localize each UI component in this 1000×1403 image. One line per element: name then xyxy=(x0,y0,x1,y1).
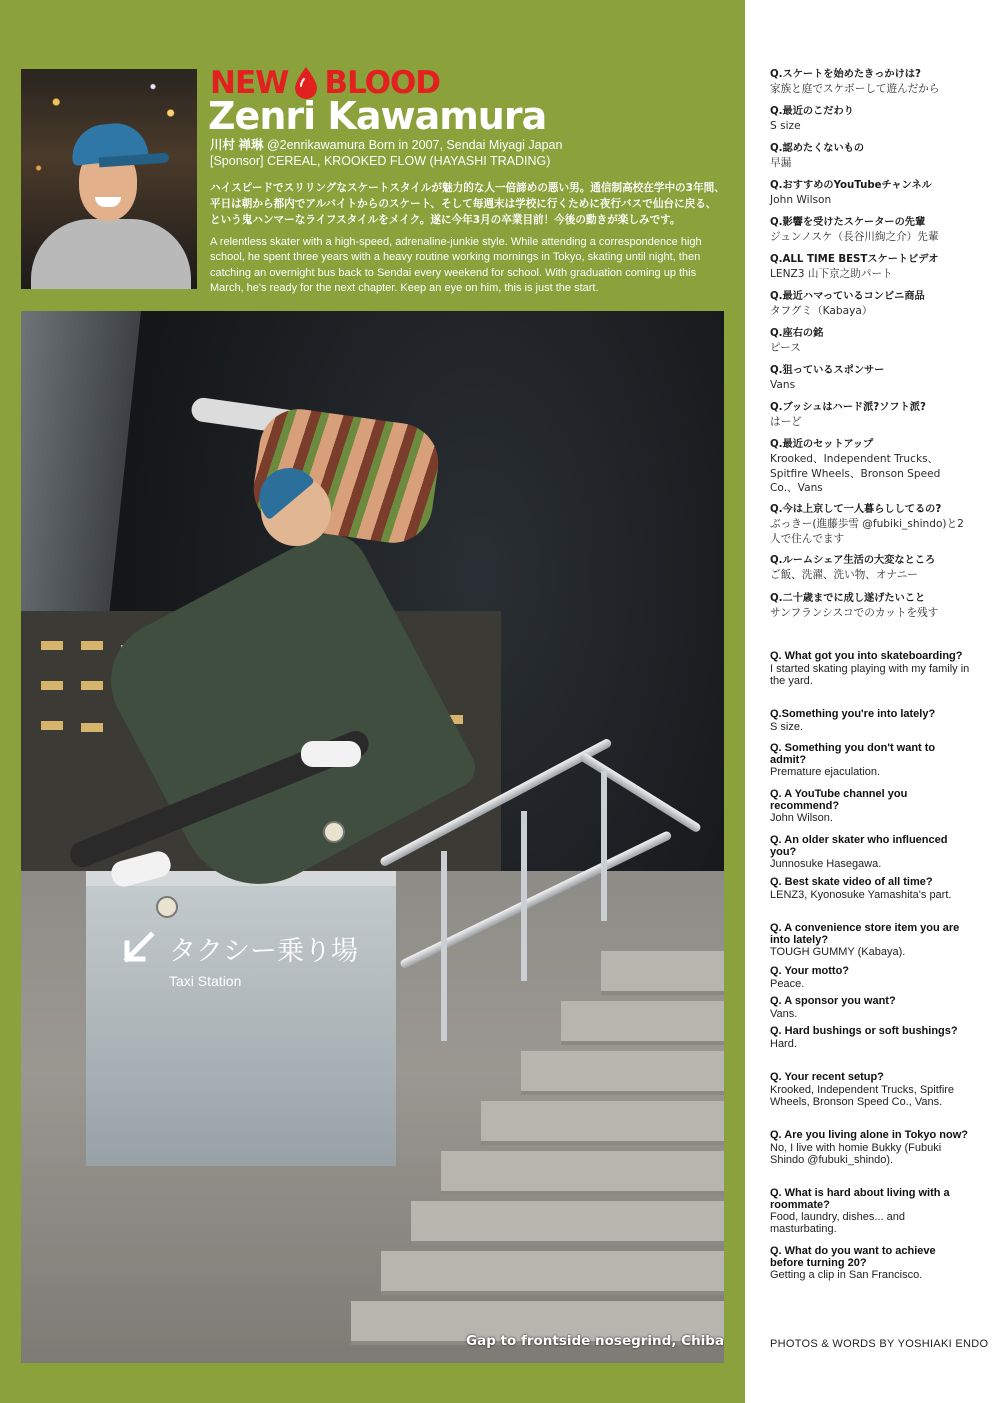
qa-item: Q.おすすめのYouTubeチャンネル John Wilson xyxy=(770,180,932,206)
qa-item: Q. A YouTube channel you recommend? John Wilson. xyxy=(770,788,908,824)
sign-japanese-text: タクシー乗り場 xyxy=(169,936,358,967)
qa-item: Q.ルームシェア生活の大変なところ ご飯、洗濯、洗い物、オナニー xyxy=(770,555,936,581)
skater-name: Zenri Kawamura xyxy=(208,94,547,138)
bio-japanese: ハイスピードでスリリングなスケートスタイルが魅力的な人一倍諦めの悪い男。通信制高校在学中の3年間、平日は朝から都内でアルバイトからのスケート、そして毎週末は学校に行くために夜行バスで仙台に戻る、という鬼ハンマーなライフスタイルをメイク。遂に今年3月の卒業目前！今後の動きが楽しみです。 xyxy=(210,182,725,226)
column-divider xyxy=(745,0,748,1403)
qa-item: Q.最近のセットアップ Krooked、Independent Trucks、Spitfire Wheels、Bronson Speed Co.、Vans xyxy=(770,439,941,494)
qa-item: Q. An older skater who influenced you? Junnosuke Hasegawa. xyxy=(770,834,948,870)
photo-credit: PHOTOS & WORDS BY YOSHIAKI ENDO xyxy=(770,1338,989,1350)
qa-item: Q.スケートを始めたきっかけは? 家族と庭でスケボーして遊んだから xyxy=(770,69,940,95)
qa-item: Q. What is hard about living with a roommate? Food, laundry, dishes... and masturbating. xyxy=(770,1187,950,1235)
portrait-photo xyxy=(21,69,197,289)
handle-line: @2enrikawamura Born in 2007, Sendai Miyagi Japan xyxy=(266,138,563,152)
japanese-name: 川村 禅琳 xyxy=(210,138,264,152)
skater-meta xyxy=(210,137,562,169)
bio-english: A relentless skater with a high-speed, adrenaline-junkie style. While attending a correspondence high school, he spent three years with a heavy routine working mornings in Tokyo, skating until night, then catching an overnight bus back to Sendai every weekend for school. With graduation coming up this March, he's ready for the next chapter. Keep an eye on him, this is just the start. xyxy=(210,236,702,295)
qa-item: Q.二十歳までに成し遂げたいこと サンフランシスコでのカットを残す xyxy=(770,593,939,619)
qa-item: Q. Are you living alone in Tokyo now? No, I live with homie Bukky (Fubuki Shindo @fubuki_shindo). xyxy=(770,1129,969,1166)
series-logo-new: NEW xyxy=(210,65,289,101)
qa-item: Q. Your motto? Peace. xyxy=(770,965,850,990)
qa-item: Q.座右の銘 ピース xyxy=(770,328,824,354)
photo-caption: Gap to frontside nosegrind, Chiba xyxy=(466,1333,724,1349)
taxi-sign-block xyxy=(86,886,396,1166)
qa-item: Q. Something you don't want to admit? Premature ejaculation. xyxy=(770,742,936,778)
main-skate-photo xyxy=(21,311,724,1363)
qa-item: Q.最近のこだわり S size xyxy=(770,106,854,132)
series-logo-blood: BLOOD xyxy=(324,65,441,101)
qa-item: Q.今は上京して一人暮らししてるの? ぶっきー(進藤歩雪 @fubiki_shindo)と2人で住んでます xyxy=(770,504,964,545)
qa-item: Q.Something you're into lately? S size. xyxy=(770,708,936,733)
qa-item: Q.認めたくないもの 早漏 xyxy=(770,143,865,169)
qa-item: Q. What got you into skateboarding? I started skating playing with my family in the yard. xyxy=(770,650,970,687)
arrow-down-left-icon xyxy=(121,931,155,965)
qa-item: Q.最近ハマっているコンビニ商品 タフグミ（Kabaya） xyxy=(770,291,925,317)
qa-item: Q. A sponsor you want? Vans. xyxy=(770,995,896,1020)
qa-item: Q. A convenience store item you are into lately? TOUGH GUMMY (Kabaya). xyxy=(770,922,960,958)
qa-item: Q. Best skate video of all time? LENZ3, Kyonosuke Yamashita's part. xyxy=(770,876,952,901)
qa-item: Q.ブッシュはハード派?ソフト派? はーど xyxy=(770,402,926,428)
qa-item: Q.ALL TIME BESTスケートビデオ LENZ3 山下京之助パート xyxy=(770,254,939,280)
handrail-side xyxy=(579,752,702,834)
stairs xyxy=(351,931,724,1363)
qa-item: Q. Hard bushings or soft bushings? Hard. xyxy=(770,1025,958,1050)
qa-item: Q.影響を受けたスケーターの先輩 ジュンノスケ（長谷川絢之介）先輩 xyxy=(770,217,939,243)
qa-item: Q.狙っているスポンサー Vans xyxy=(770,365,885,391)
qa-item: Q. What do you want to achieve before turning 20? Getting a clip in San Francisco. xyxy=(770,1245,936,1281)
skater-shoe-front xyxy=(301,741,361,767)
sponsor-line: [Sponsor] CEREAL, KROOKED FLOW (HAYASHI TRADING) xyxy=(210,154,551,168)
sign-english-text: Taxi Station xyxy=(169,973,242,989)
qa-item: Q. Your recent setup? Krooked, Independent Trucks, Spitfire Wheels, Bronson Speed Co., Vans. xyxy=(770,1071,955,1108)
